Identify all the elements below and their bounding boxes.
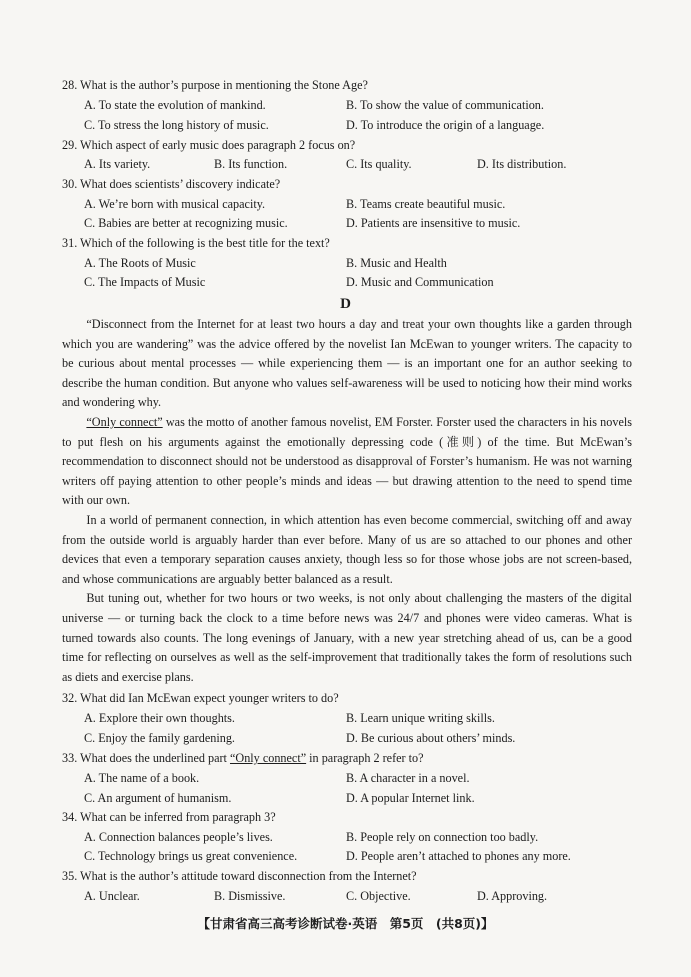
question-31-option-b: B. Music and Health (346, 256, 447, 270)
question-35-option-a: A. Unclear. (84, 889, 140, 903)
passage-paragraph-1: “Disconnect from the Internet for at least two hours a day and treat your own thoughts like a garden through which you are wandering” was the advice offered by the novelist Ian McEwan to younger writers. The capacity to be curious about mental processes — while experiencing them — is an important one for an author seeking to describe the human condition. But anyone who values self-awareness will be used to noticing how their mind works and wondering why. (62, 317, 632, 410)
question-31-option-a: A. The Roots of Music (84, 256, 196, 270)
question-31-stem: 31. Which of the following is the best title for the text? (62, 236, 330, 250)
question-33-option-d: D. A popular Internet link. (346, 791, 475, 805)
question-28-option-c: C. To stress the long history of music. (84, 118, 269, 132)
question-30-option-b: B. Teams create beautiful music. (346, 197, 506, 211)
question-29-option-d: D. Its distribution. (477, 157, 567, 171)
question-30-stem: 30. What does scientists’ discovery indicate? (62, 177, 281, 191)
question-33-underlined: “Only connect” (229, 751, 307, 765)
question-28-stem: 28. What is the author’s purpose in mentioning the Stone Age? (62, 78, 368, 92)
passage-paragraph-3: In a world of permanent connection, in which attention has even become commercial, switching off and away from the outside world is arguably harder than ever before. Many of us are so attached to our phones and other devices that even a temporary separation causes anxiety, though less so for those whose jobs are not screen-based, and whose communications are arguably better balanced as a result. (62, 512, 632, 586)
question-30-option-c: C. Babies are better at recognizing music. (84, 216, 288, 230)
question-31-option-c: C. The Impacts of Music (84, 275, 206, 289)
question-28-option-b: B. To show the value of communication. (346, 98, 544, 112)
question-34-option-a: A. Connection balances people’s lives. (84, 830, 273, 844)
page-footer: 【甘肃省高三高考诊断试卷·英语 第5页 (共8页)】 (197, 916, 494, 931)
question-30-option-d: D. Patients are insensitive to music. (346, 216, 521, 230)
question-29-option-a: A. Its variety. (84, 157, 151, 171)
question-33-option-a: A. The name of a book. (84, 771, 200, 785)
question-32-option-c: C. Enjoy the family gardening. (84, 731, 235, 745)
question-33-stem-suffix: in paragraph 2 refer to? (306, 751, 424, 765)
question-34-option-b: B. People rely on connection too badly. (346, 830, 539, 844)
question-35-option-b: B. Dismissive. (214, 889, 286, 903)
question-32-stem: 32. What did Ian McEwan expect younger writers to do? (62, 691, 339, 705)
question-29-option-b: B. Its function. (214, 157, 288, 171)
question-34-option-c: C. Technology brings us great convenience. (84, 849, 298, 863)
passage-paragraph-2-text: was the motto of another famous novelist, EM Forster. Forster used the characters in his novels to put flesh on his arguments against the emotionally depressing code (准则) of the time. But McEwan’s recommendation to disconnect should not be understood as disapproval of Forster’s humanism. He was not warning writers off paying attention to other people’s minds and ideas — but drawing attention to the need to spend time with our own. (62, 414, 633, 508)
question-33-option-b: B. A character in a novel. (346, 771, 470, 785)
question-32-option-b: B. Learn unique writing skills. (346, 711, 495, 725)
question-30-option-a: A. We’re born with musical capacity. (84, 197, 266, 211)
question-32-option-d: D. Be curious about others’ minds. (346, 731, 516, 745)
passage (62, 315, 632, 687)
section-title: D (340, 296, 351, 312)
question-33-stem (62, 750, 424, 766)
question-29-stem: 29. Which aspect of early music does paragraph 2 focus on? (62, 138, 356, 152)
question-34-stem: 34. What can be inferred from paragraph 3? (62, 810, 276, 824)
question-33-option-c: C. An argument of humanism. (84, 791, 232, 805)
question-32-option-a: A. Explore their own thoughts. (84, 711, 235, 725)
question-28-option-d: D. To introduce the origin of a language. (346, 118, 545, 132)
passage-paragraph-4: But tuning out, whether for two hours or two weeks, is not only about challenging the masters of the digital universe — or turning back the clock to a time before news was 24/7 and phones were video cameras. What is turned towards also counts. The long evenings of January, with a new year stretching ahead of us, can be a good time for reflecting on ourselves as well as the self-improvement that traditionally takes the form of resolutions such as diets and exercise plans. (62, 591, 632, 684)
question-35-stem: 35. What is the author’s attitude toward disconnection from the Internet? (62, 869, 417, 883)
question-28-option-a: A. To state the evolution of mankind. (84, 98, 266, 112)
underlined-phrase: “Only connect” (86, 414, 163, 429)
question-31-option-d: D. Music and Communication (346, 275, 494, 289)
question-35-option-c: C. Objective. (346, 889, 411, 903)
question-33-stem-prefix: 33. What does the underlined part (62, 751, 230, 765)
question-34-option-d: D. People aren’t attached to phones any more. (346, 849, 571, 863)
question-35-option-d: D. Approving. (477, 889, 548, 903)
passage-paragraph-2 (62, 413, 632, 511)
question-29-option-c: C. Its quality. (346, 157, 412, 171)
